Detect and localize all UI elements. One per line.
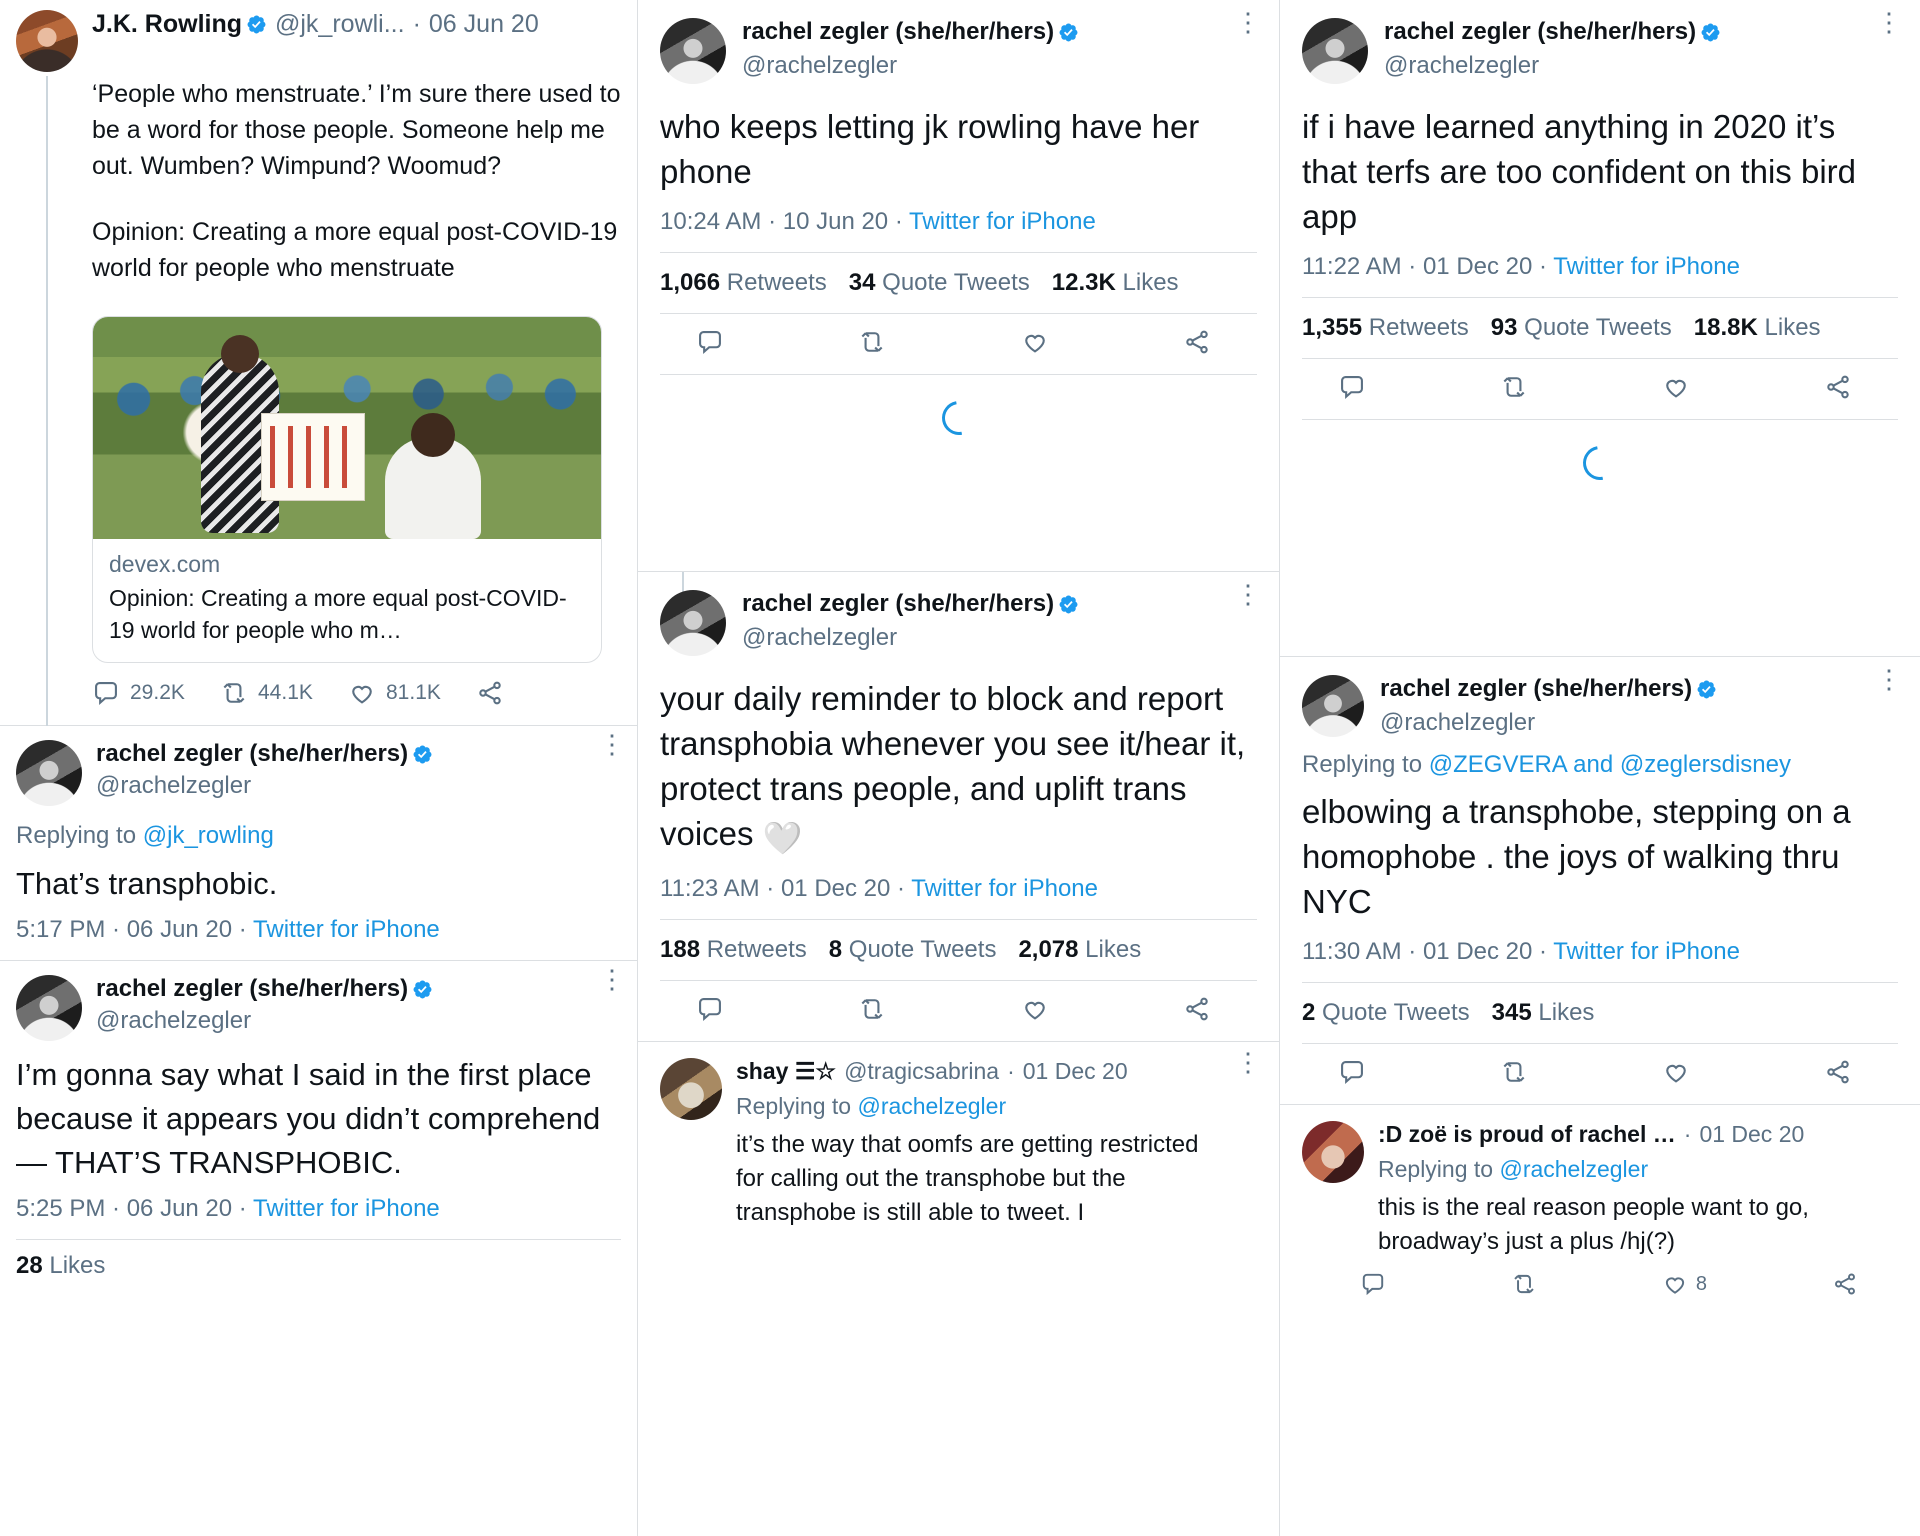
replying-to-handle[interactable]: @rachelzegler <box>857 1093 1007 1119</box>
tweet-source[interactable]: Twitter for iPhone <box>253 916 440 943</box>
tweet-date[interactable]: 06 Jun 20 <box>428 10 539 38</box>
author-handle[interactable]: @tragicsabrina <box>844 1058 1000 1084</box>
author-name: rachel zegler (she/her/hers) <box>742 18 1055 45</box>
replying-to-handle[interactable]: @rachelzegler <box>1499 1156 1649 1182</box>
author-handle[interactable]: @rachelzegler <box>96 1007 252 1034</box>
timestamp-text: 11:30 AM · 01 Dec 20 · <box>1302 938 1554 965</box>
replying-to-prefix: Replying to <box>1302 751 1429 778</box>
reply-text: it’s the way that oomfs are getting restricted for calling out the transphobe but the transphobe is still able to tweet. I <box>736 1131 1199 1226</box>
share-icon[interactable] <box>1824 373 1852 401</box>
reply-button[interactable] <box>92 679 220 707</box>
reply-count: 29.2K <box>130 681 185 704</box>
link-preview-title: Opinion: Creating a more equal post-COVID-19 world for people who m… <box>109 585 567 643</box>
replying-to-prefix: Replying to <box>16 822 143 849</box>
empty-space <box>1280 506 1920 656</box>
heart-icon[interactable] <box>1662 1058 1690 1086</box>
tweet-actions <box>660 981 1257 1041</box>
author-name: :D zoë is proud of rachel … <box>1378 1121 1676 1147</box>
author-name: rachel zegler (she/her/hers) <box>742 590 1055 617</box>
tweet-timestamp <box>1302 938 1898 982</box>
replying-to-label <box>736 1093 1221 1120</box>
tweet-source[interactable]: Twitter for iPhone <box>909 208 1096 235</box>
replying-to-prefix: Replying to <box>1378 1156 1500 1182</box>
avatar-jk-rowling[interactable] <box>16 10 78 72</box>
tweet-source[interactable]: Twitter for iPhone <box>1553 253 1740 280</box>
tweet-text: elbowing a transphobe, stepping on a homophobe . the joys of walking thru NYC <box>1302 793 1851 920</box>
avatar-zoe[interactable] <box>1302 1121 1364 1183</box>
reply-actions <box>1302 1259 1898 1307</box>
verified-badge-icon <box>1058 22 1079 43</box>
share-button[interactable] <box>476 679 604 707</box>
stat-quote-tweets[interactable]: 2 Quote Tweets <box>1302 999 1470 1026</box>
timestamp-text: 11:23 AM · 01 Dec 20 · <box>660 875 912 902</box>
tweet-card-terfs-2020 <box>1280 0 1920 506</box>
thread-connector-line <box>46 76 48 729</box>
link-preview-card[interactable] <box>92 316 602 663</box>
stat-retweets[interactable]: 1,066 Retweets <box>660 269 827 296</box>
tweet-timestamp <box>1302 253 1898 297</box>
tweet-timestamp <box>16 1195 621 1239</box>
tweet-text <box>660 676 1257 861</box>
tweet-card-daily-reminder <box>638 572 1279 1041</box>
timestamp-text: 10:24 AM · 10 Jun 20 · <box>660 208 910 235</box>
link-preview-domain: devex.com <box>109 551 221 577</box>
tweet-stats <box>660 253 1257 313</box>
reply-text: this is the real reason people want to go, broadway’s just a plus /hj(?) <box>1378 1194 1809 1255</box>
avatar-rachel-zegler[interactable] <box>16 740 82 806</box>
replying-to-prefix: Replying to <box>736 1093 858 1119</box>
tweet-text: who keeps letting jk rowling have her phone <box>660 108 1200 190</box>
share-icon <box>476 679 504 707</box>
verified-badge-icon <box>1700 22 1721 43</box>
tweet-stats <box>1302 298 1898 358</box>
like-button[interactable] <box>1662 1271 1707 1297</box>
stat-quote-tweets[interactable]: 93 Quote Tweets <box>1490 314 1672 341</box>
reply-icon[interactable] <box>696 328 724 356</box>
tweet-actions <box>660 314 1257 374</box>
author-handle[interactable]: @rachelzegler <box>96 772 252 799</box>
retweet-count: 44.1K <box>258 681 313 704</box>
column-right <box>1280 0 1920 1536</box>
empty-space <box>638 461 1279 571</box>
tweet-paragraph-1: ‘People who menstruate.’ I’m sure there used to be a word for those people. Someone help me out. Wumben? Wimpund? Woomud? <box>92 80 621 180</box>
reply-card-shay <box>638 1042 1279 1230</box>
retweet-button[interactable] <box>220 679 348 707</box>
tweet-card-reply-1 <box>0 726 637 960</box>
reply-date[interactable]: 01 Dec 20 <box>1699 1121 1805 1147</box>
retweet-icon[interactable] <box>858 995 886 1023</box>
replying-to-handles[interactable]: @ZEGVERA and @zeglersdisney <box>1428 751 1791 778</box>
likes-count: 28 <box>16 1252 43 1279</box>
separator: · <box>1683 1121 1692 1147</box>
author-name: rachel zegler (she/her/hers) <box>1380 675 1693 702</box>
share-icon <box>1832 1271 1858 1297</box>
more-options-icon[interactable]: ⋮ <box>599 729 625 759</box>
verified-badge-icon <box>412 979 433 1000</box>
reply-date[interactable]: 01 Dec 20 <box>1022 1058 1128 1084</box>
author-handle[interactable]: @rachelzegler <box>742 52 898 79</box>
tweet-text: I’m gonna say what I said in the first place because it appears you didn’t comprehend— THAT’S TRANSPHOBIC. <box>16 1057 601 1180</box>
verified-badge-icon <box>412 744 433 765</box>
replying-to-label <box>16 822 621 850</box>
heart-icon <box>1662 1271 1688 1297</box>
tweet-source[interactable]: Twitter for iPhone <box>911 875 1098 902</box>
heart-icon[interactable] <box>1021 995 1049 1023</box>
retweet-icon[interactable] <box>858 328 886 356</box>
tweet-card-rowling <box>0 0 637 725</box>
stat-quote-tweets[interactable]: 34 Quote Tweets <box>848 269 1030 296</box>
replying-to-label <box>1378 1156 1898 1183</box>
avatar-rachel-zegler[interactable] <box>16 975 82 1041</box>
more-options-icon[interactable]: ⋮ <box>1235 1047 1261 1077</box>
replying-to-label <box>1302 751 1898 779</box>
tweet-actions <box>1302 359 1898 419</box>
avatar-rachel-zegler[interactable] <box>1302 675 1364 737</box>
white-heart-emoji: 🤍 <box>762 820 803 856</box>
replying-to-handle[interactable]: @jk_rowling <box>142 822 274 849</box>
verified-badge-icon <box>1058 594 1079 615</box>
author-handle[interactable]: @rachelzegler <box>742 624 898 651</box>
share-icon[interactable] <box>1824 1058 1852 1086</box>
stat-likes[interactable]: 345 Likes <box>1491 999 1595 1026</box>
tweet-card-elbowing <box>1280 657 1920 1104</box>
avatar-shay[interactable] <box>660 1058 722 1120</box>
author-name: shay ☰☆ <box>736 1058 837 1084</box>
avatar-rachel-zegler[interactable] <box>660 18 726 84</box>
more-options-icon[interactable]: ⋮ <box>599 964 625 994</box>
author-name: rachel zegler (she/her/hers) <box>96 740 409 767</box>
tweet-timestamp <box>660 208 1257 252</box>
reply-icon[interactable] <box>696 995 724 1023</box>
author-handle[interactable]: @rachelzegler <box>1384 52 1540 79</box>
reply-button[interactable] <box>1360 1271 1386 1297</box>
likes-label: Likes <box>42 1252 106 1279</box>
retweet-button[interactable] <box>1511 1271 1537 1297</box>
reply-icon <box>92 679 120 707</box>
share-icon[interactable] <box>1183 995 1211 1023</box>
heart-icon <box>348 679 376 707</box>
avatar-rachel-zegler[interactable] <box>660 590 726 656</box>
more-options-icon[interactable]: ⋮ <box>1876 7 1902 37</box>
retweet-icon[interactable] <box>1500 1058 1528 1086</box>
more-options-icon[interactable]: ⋮ <box>1876 664 1902 694</box>
tweet-stats <box>660 920 1257 980</box>
loading-spinner <box>1302 420 1898 506</box>
timestamp-text: 11:22 AM · 01 Dec 20 · <box>1302 253 1554 280</box>
verified-badge-icon <box>1696 679 1717 700</box>
stat-quote-tweets[interactable]: 8 Quote Tweets <box>828 936 997 963</box>
share-button[interactable] <box>1832 1271 1858 1297</box>
avatar-rachel-zegler[interactable] <box>1302 18 1368 84</box>
column-left <box>0 0 638 1536</box>
reply-icon[interactable] <box>1338 373 1366 401</box>
tweet-timestamp <box>660 875 1257 919</box>
like-count: 81.1K <box>386 681 441 704</box>
tweet-source[interactable]: Twitter for iPhone <box>253 1195 440 1222</box>
heart-icon[interactable] <box>1021 328 1049 356</box>
author-name: J.K. Rowling <box>92 10 242 38</box>
thread-connector-line <box>682 572 684 592</box>
stat-likes[interactable]: 18.8K Likes <box>1693 314 1821 341</box>
separator: · <box>412 10 421 38</box>
column-middle <box>638 0 1280 1536</box>
tweet-card-who-keeps-letting <box>638 0 1279 461</box>
loading-spinner <box>660 375 1257 461</box>
stat-likes[interactable]: 2,078 Likes <box>1018 936 1142 963</box>
tweet-text <box>92 72 621 286</box>
stat-retweets[interactable]: 188 Retweets <box>660 936 807 963</box>
stat-retweets[interactable]: 1,355 Retweets <box>1302 314 1469 341</box>
more-options-icon[interactable]: ⋮ <box>1235 7 1261 37</box>
retweet-icon[interactable] <box>1500 373 1528 401</box>
author-handle[interactable]: @rachelzegler <box>1380 709 1536 736</box>
tweet-text-body: your daily reminder to block and report transphobia whenever you see it/hear it, protect trans people, and uplift trans voices <box>660 680 1246 852</box>
like-count: 8 <box>1695 1272 1708 1295</box>
author-name: rachel zegler (she/her/hers) <box>1384 18 1697 45</box>
tweet-paragraph-2: Opinion: Creating a more equal post-COVID-19 world for people who menstruate <box>92 218 618 282</box>
separator: · <box>1007 1058 1015 1084</box>
author-name: rachel zegler (she/her/hers) <box>96 975 409 1002</box>
verified-badge-icon <box>246 14 267 35</box>
timestamp-text: 5:25 PM · 06 Jun 20 · <box>16 1195 254 1222</box>
tweet-actions <box>1302 1044 1898 1104</box>
reply-icon[interactable] <box>1338 1058 1366 1086</box>
tweet-actions <box>92 663 621 725</box>
timestamp-text: 5:17 PM · 06 Jun 20 · <box>16 916 254 943</box>
author-handle[interactable]: @jk_rowli... <box>275 10 405 38</box>
tweet-card-reply-2 <box>0 961 637 1292</box>
reply-icon <box>1360 1271 1386 1297</box>
reply-card-zoe <box>1280 1105 1920 1307</box>
heart-icon[interactable] <box>1662 373 1690 401</box>
more-options-icon[interactable]: ⋮ <box>1235 579 1261 609</box>
link-preview-image <box>93 317 601 539</box>
likes-summary[interactable] <box>16 1240 621 1292</box>
tweet-timestamp <box>16 916 621 960</box>
stat-likes[interactable]: 12.3K Likes <box>1051 269 1179 296</box>
retweet-icon <box>220 679 248 707</box>
like-button[interactable] <box>348 679 476 707</box>
share-icon[interactable] <box>1183 328 1211 356</box>
tweet-text: That’s transphobic. <box>16 866 278 901</box>
tweet-source[interactable]: Twitter for iPhone <box>1553 938 1740 965</box>
tweet-text: if i have learned anything in 2020 it’s that terfs are too confident on this bird app <box>1302 108 1856 235</box>
tweet-stats <box>1302 983 1898 1043</box>
retweet-icon <box>1511 1271 1537 1297</box>
